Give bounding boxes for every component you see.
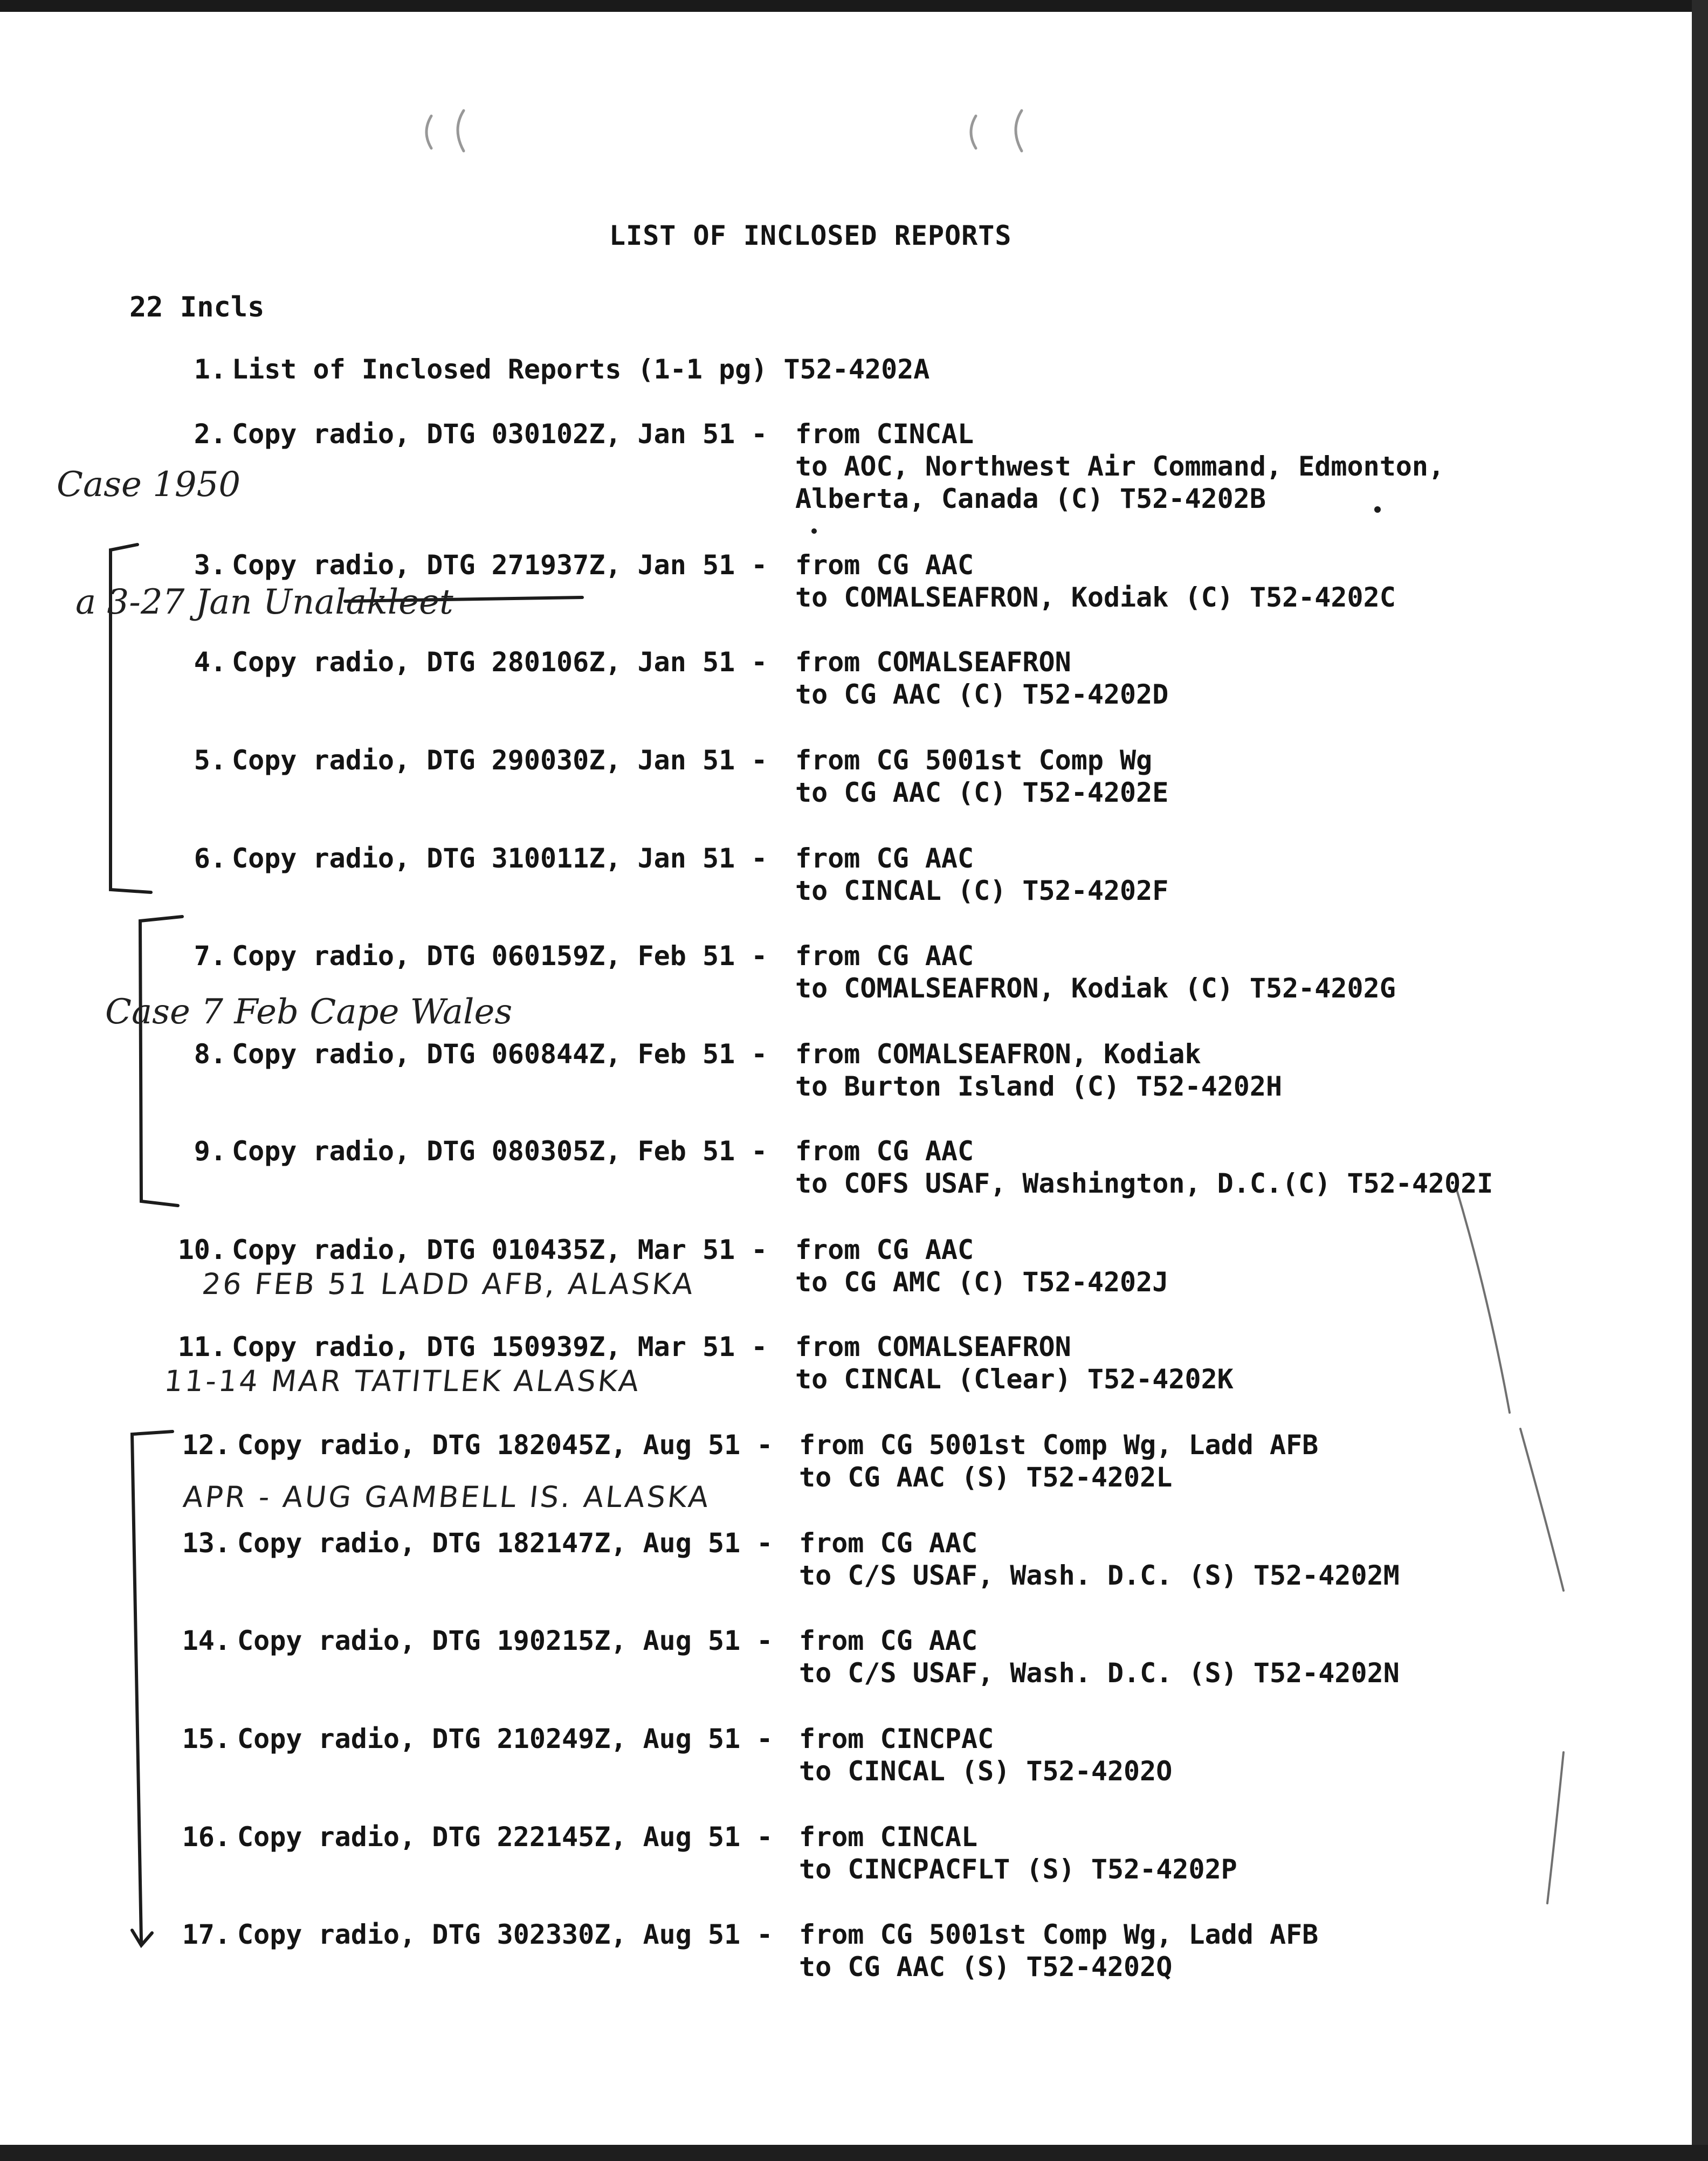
item-number: 15. [182, 1723, 231, 1754]
item-from: from COMALSEAFRON [795, 646, 1071, 678]
item-description: Copy radio, DTG 290030Z, Jan 51 - [232, 745, 768, 776]
item-number: 12. [182, 1429, 231, 1461]
item-to: to C/S USAF, Wash. D.C. (S) T52-4202N [799, 1657, 1400, 1689]
item-to: to CINCAL (S) T52-4202O [799, 1756, 1173, 1787]
item-from: from COMALSEAFRON, Kodiak [795, 1038, 1201, 1070]
handwritten-feb-26: 26 FEB 51 LADD AFB, ALASKA [200, 1267, 697, 1301]
item-description: Copy radio, DTG 280106Z, Jan 51 - [232, 646, 768, 678]
item-from: from CG AAC [795, 843, 974, 874]
item-to: to CG AAC (C) T52-4202D [795, 679, 1169, 710]
item-to: to Burton Island (C) T52-4202H [795, 1071, 1283, 1102]
item-number: 8. [194, 1038, 226, 1070]
item-number: 1. [194, 354, 226, 385]
item-from: from CG AAC [795, 1135, 974, 1167]
item-from: from CG AAC [799, 1527, 978, 1559]
item-from: from CINCAL [799, 1821, 978, 1853]
handwritten-mar-11: 11-14 MAR TATITLEK ALASKA [162, 1364, 643, 1398]
item-number: 17. [182, 1919, 231, 1950]
item-description: Copy radio, DTG 030102Z, Jan 51 - [232, 418, 768, 450]
item-description: Copy radio, DTG 271937Z, Jan 51 - [232, 549, 768, 581]
item-number: 9. [194, 1135, 226, 1167]
item-number: 4. [194, 646, 226, 678]
item-description: Copy radio, DTG 060159Z, Feb 51 - [232, 940, 768, 972]
item-number: 2. [194, 418, 226, 450]
item-description: Copy radio, DTG 310011Z, Jan 51 - [232, 843, 768, 874]
item-description: Copy radio, DTG 080305Z, Feb 51 - [232, 1135, 768, 1167]
item-to-cont: Alberta, Canada (C) T52-4202B [795, 483, 1266, 514]
item-to: to CINCAL (C) T52-4202F [795, 875, 1169, 906]
item-number: 5. [194, 745, 226, 776]
item-description: List of Inclosed Reports (1-1 pg) T52-4202A [232, 354, 930, 385]
item-to: to CG AMC (C) T52-4202J [795, 1267, 1169, 1298]
item-number: 14. [182, 1625, 231, 1656]
item-from: from CG 5001st Comp Wg, Ladd AFB [799, 1919, 1319, 1950]
item-to: to CG AAC (S) T52-4202Q [799, 1951, 1173, 1983]
inclosure-count: 22 Incls [129, 291, 265, 324]
item-to: to AOC, Northwest Air Command, Edmonton, [795, 451, 1445, 482]
handwritten-case-1950: Case 1950 [57, 465, 241, 505]
item-number: 11. [177, 1331, 226, 1362]
item-description: Copy radio, DTG 302330Z, Aug 51 - [237, 1919, 773, 1950]
item-from: from CG AAC [795, 549, 974, 581]
item-number: 3. [194, 549, 226, 581]
item-from: from CG AAC [799, 1625, 978, 1656]
item-from: from CG AAC [795, 1234, 974, 1265]
item-to: to CG AAC (S) T52-4202L [799, 1462, 1173, 1493]
item-to: to COMALSEAFRON, Kodiak (C) T52-4202C [795, 582, 1396, 613]
item-description: Copy radio, DTG 222145Z, Aug 51 - [237, 1821, 773, 1853]
item-description: Copy radio, DTG 010435Z, Mar 51 - [232, 1234, 768, 1265]
item-number: 6. [194, 843, 226, 874]
item-description: Copy radio, DTG 182045Z, Aug 51 - [237, 1429, 773, 1461]
item-description: Copy radio, DTG 182147Z, Aug 51 - [237, 1527, 773, 1559]
item-from: from CINCPAC [799, 1723, 994, 1754]
handwritten-feb-7: Case 7 Feb Cape Wales [105, 992, 513, 1032]
item-number: 13. [182, 1527, 231, 1559]
item-number: 16. [182, 1821, 231, 1853]
item-from: from CINCAL [795, 418, 974, 450]
item-to: to CG AAC (C) T52-4202E [795, 777, 1169, 808]
item-to: to C/S USAF, Wash. D.C. (S) T52-4202M [799, 1560, 1400, 1591]
page-title: LIST OF INCLOSED REPORTS [609, 220, 1012, 251]
item-from: from CG AAC [795, 940, 974, 972]
item-to: to COMALSEAFRON, Kodiak (C) T52-4202G [795, 973, 1396, 1004]
item-description: Copy radio, DTG 190215Z, Aug 51 - [237, 1625, 773, 1656]
item-from: from CG 5001st Comp Wg, Ladd AFB [799, 1429, 1319, 1461]
item-from: from COMALSEAFRON [795, 1331, 1071, 1362]
item-number: 10. [177, 1234, 226, 1265]
item-from: from CG 5001st Comp Wg [795, 745, 1153, 776]
item-number: 7. [194, 940, 226, 972]
item-description: Copy radio, DTG 060844Z, Feb 51 - [232, 1038, 768, 1070]
item-description: Copy radio, DTG 150939Z, Mar 51 - [232, 1331, 768, 1362]
item-to: to CINCPACFLT (S) T52-4202P [799, 1854, 1237, 1885]
item-to: to COFS USAF, Washington, D.C.(C) T52-4202I [795, 1168, 1493, 1199]
item-to: to CINCAL (Clear) T52-4202K [795, 1364, 1234, 1395]
handwritten-apr-aug: APR - AUG GAMBELL IS. ALASKA [181, 1480, 712, 1514]
handwritten-jan-27: a 3-27 Jan Unalakleet [75, 582, 453, 622]
item-description: Copy radio, DTG 210249Z, Aug 51 - [237, 1723, 773, 1754]
